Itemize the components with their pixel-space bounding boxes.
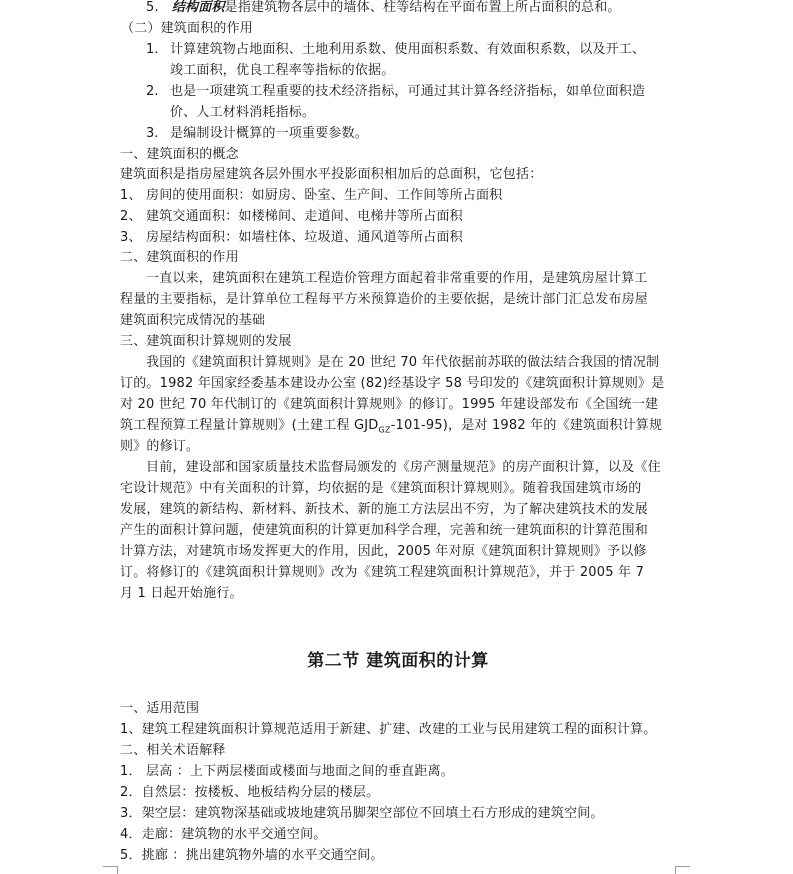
scope-item: 1、建筑工程建筑面积计算规范适用于新建、扩建、改建的工业与民用建筑工程的面积计算。: [120, 722, 657, 737]
role-item-2-line-2: 价、人工材料消耗指标。: [170, 105, 316, 120]
section-title: 第二节 建筑面积的计算: [307, 651, 489, 671]
paragraph-line: 对 20 世纪 70 年代制订的《建筑面积计算规则》的修订。1995 年建设部发布《全国统一建: [120, 397, 659, 412]
paragraph-line: 则》的修订。: [120, 439, 200, 454]
term-item-3: 3．架空层：建筑物深基础或坡地建筑吊脚架空部位不回填土石方形成的建筑空间。: [120, 806, 604, 821]
item-number: 5.: [146, 0, 159, 15]
term-definition: 是指建筑物各层中的墙体、柱等结构在平面布置上所占面积的总和。: [224, 0, 621, 15]
heading-terms: 二、相关术语解释: [120, 743, 226, 758]
role-item-3-line-1: 是编制设计概算的一项重要参数。: [170, 126, 369, 141]
paragraph-line: 发展，建筑的新结构、新材料、新技术、新的施工方法层出不穷，为了解决建筑技术的发展: [120, 502, 649, 517]
paragraph-line: 宅设计规范》中有关面积的计算，均依据的是《建筑面积计算规则》。随着我国建筑市场的: [120, 481, 642, 496]
concept-item-2: 2、 建筑交通面积：如楼梯间、走道间、电梯井等所占面积: [120, 209, 463, 224]
term-structure-area: 结构面积: [171, 0, 225, 15]
term-item-1: 1． 层高 ：上下两层楼面或楼面与地面之间的垂直距离。: [120, 764, 454, 779]
heading-concept: 一、建筑面积的概念: [120, 147, 239, 162]
item-number: 2.: [146, 84, 159, 99]
heading-role: 二、建筑面积的作用: [120, 250, 239, 265]
term-item-2: 2．自然层：按楼板、地板结构分层的楼层。: [120, 785, 380, 800]
text-fragment: -101-95)，是对 1982 年的《建筑面积计算规: [390, 418, 663, 433]
paragraph-line: 建筑面积完成情况的基础: [120, 313, 266, 328]
item-number: 3.: [146, 126, 159, 141]
paragraph-line: 目前，建设部和国家质量技术监督局颁发的《房产测量规范》的房产面积计算，以及《住: [146, 460, 661, 475]
paragraph-line: 程量的主要指标，是计算单位工程每平方米预算造价的主要依据，是统计部门汇总发布房屋: [120, 292, 649, 307]
role-item-2-line-1: 也是一项建筑工程重要的技术经济指标，可通过其计算各经济指标，如单位面积造: [170, 84, 646, 99]
paragraph-line: 月 1 日起开始施行。: [120, 586, 243, 601]
concept-item-3: 3、 房屋结构面积：如墙柱体、垃圾道、通风道等所占面积: [120, 230, 463, 245]
subheading-area-role: （二）建筑面积的作用: [121, 21, 254, 36]
paragraph-line: 一直以来，建筑面积在建筑工程造价管理方面起着非常重要的作用，是建筑房屋计算工: [146, 271, 648, 286]
margin-corner-mark: [675, 866, 690, 874]
text-fragment: 筑工程预算工程量计算规则》(土建工程 GJD: [120, 418, 379, 433]
paragraph-line: 计算方法，对建筑市场发挥更大的作用，因此，2005 年对原《建筑面积计算规则》予以修: [120, 544, 647, 559]
item-number: 1.: [146, 42, 159, 57]
subscript: GZ: [378, 425, 391, 435]
margin-corner-mark: [103, 866, 118, 874]
paragraph-line: [120, 417, 662, 440]
paragraph-line: 订的。1982 年国家经委基本建设办公室 (82)经基设字 58 号印发的《建筑面积计算规则》是: [120, 376, 665, 391]
heading-history: 三、建筑面积计算规则的发展: [120, 334, 292, 349]
concept-intro: 建筑面积是指房屋建筑各层外围水平投影面积相加后的总面积，它包括：: [120, 167, 543, 182]
role-item-1-line-1: 计算建筑物占地面积、土地利用系数、使用面积系数、有效面积系数，以及开工、: [170, 42, 646, 57]
paragraph-line: 订。将修订的《建筑面积计算规则》改为《建筑工程建筑面积计算规范》，并于 2005 年 7: [120, 565, 645, 580]
term-item-5: 5．挑廊 ：挑出建筑物外墙的水平交通空间。: [120, 848, 384, 863]
paragraph-line: 产生的面积计算问题，使建筑面积的计算更加科学合理，完善和统一建筑面积的计算范围和: [120, 523, 649, 538]
concept-item-1: 1、 房间的使用面积：如厨房、卧室、生产间、工作间等所占面积: [120, 188, 503, 203]
term-item-4: 4．走廊：建筑物的水平交通空间。: [120, 827, 327, 842]
paragraph-line: 我国的《建筑面积计算规则》是在 20 世纪 70 年代依据前苏联的做法结合我国的情况制: [146, 355, 660, 370]
heading-scope: 一、适用范围: [120, 701, 200, 716]
role-item-1-line-2: 竣工面积，优良工程率等指标的依据。: [170, 63, 395, 78]
list-item-structure-area: [146, 0, 621, 17]
